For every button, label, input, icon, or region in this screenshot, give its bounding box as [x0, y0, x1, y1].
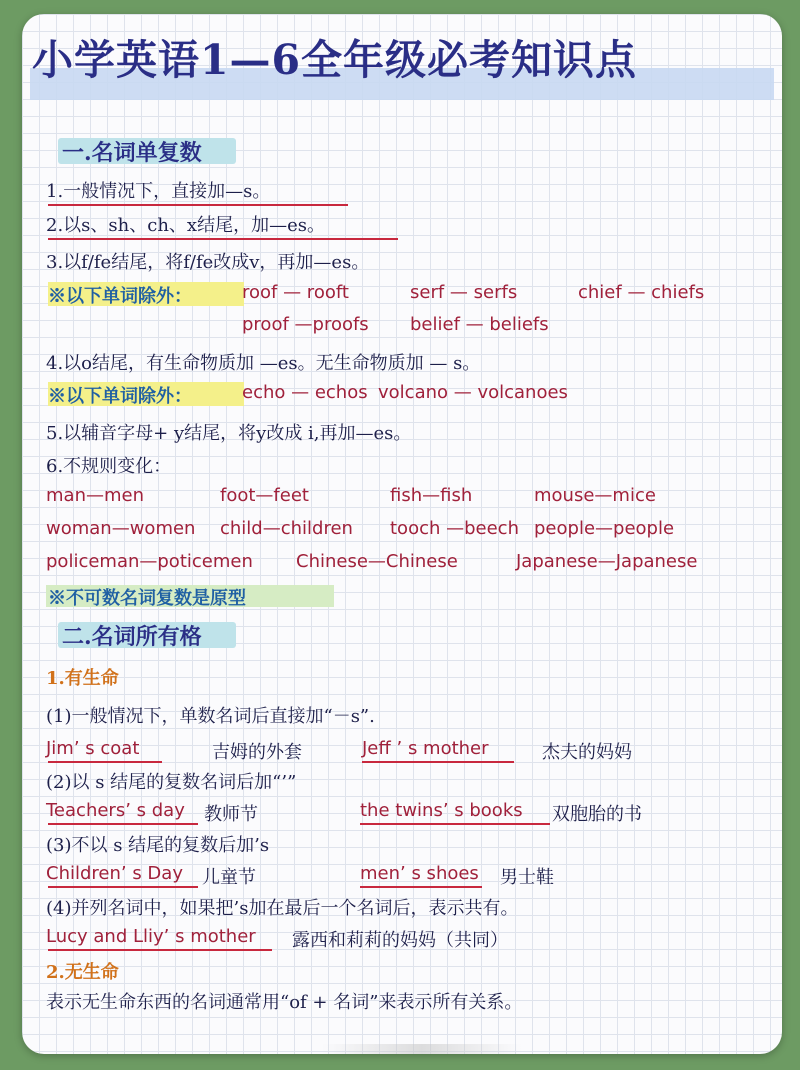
example-zh: 男士鞋 [500, 867, 554, 888]
example-underline [48, 886, 198, 888]
except1-word: roof — rooft [242, 282, 349, 303]
possessive-rule-1: (1)一般情况下，单数名词后直接加“－s”. [46, 706, 375, 727]
irregular-word: child—children [220, 518, 353, 539]
rule-2: 2.以s、sh、ch、x结尾，加—es。 [46, 215, 325, 236]
irregular-word: Japanese—Japanese [516, 551, 698, 572]
rule-2-underline [48, 238, 398, 240]
example-zh: 双胞胎的书 [552, 804, 642, 825]
watermark [322, 1044, 522, 1054]
sub-heading-animate: 1.有生命 [46, 668, 119, 689]
example-zh: 教师节 [204, 804, 258, 825]
possessive-rule-5: 表示无生命东西的名词通常用“of + 名词”来表示所有关系。 [46, 992, 523, 1013]
possessive-rule-3: (3)不以 s 结尾的复数后加’s [46, 835, 270, 856]
rule-1: 1.一般情况下，直接加—s。 [46, 181, 271, 202]
example-underline [48, 761, 162, 763]
section2-heading: 二.名词所有格 [62, 624, 202, 650]
except1-label: ※以下单词除外： [48, 286, 192, 307]
rule-5: 5.以辅音字母+ y结尾，将y改成 i,再加—es。 [46, 423, 412, 444]
possessive-rule-2: (2)以 s 结尾的复数名词后加“’” [46, 772, 297, 793]
irregular-word: people—people [534, 518, 675, 539]
irregular-word: fish—fish [390, 485, 473, 506]
notebook-page [22, 14, 782, 1054]
irregular-word: tooch —beech [390, 518, 519, 539]
except1-word: chief — chiefs [578, 282, 705, 303]
section1-heading: 一.名词单复数 [62, 140, 202, 166]
except1-word: belief — beliefs [410, 314, 549, 335]
possessive-rule-4: (4)并列名词中，如果把’s加在最后一个名词后，表示共有。 [46, 898, 519, 919]
irregular-word: mouse—mice [534, 485, 656, 506]
rule-6: 6.不规则变化： [46, 456, 172, 477]
except2-word: echo — echos [242, 382, 368, 403]
example-underline [360, 823, 550, 825]
example-en: Jim’ s coat [46, 738, 140, 759]
uncountable-note: ※不可数名词复数是原型 [48, 588, 246, 609]
irregular-word: foot—feet [220, 485, 309, 506]
example-en: Teachers’ s day [46, 800, 185, 821]
example-zh: 儿童节 [202, 867, 256, 888]
except2-word: volcano — volcanoes [378, 382, 568, 403]
example-en: Jeff ’ s mother [362, 738, 489, 759]
example-en: men’ s shoes [360, 863, 479, 884]
except2-label: ※以下单词除外： [48, 386, 192, 407]
irregular-word: Chinese—Chinese [296, 551, 458, 572]
example-zh: 吉姆的外套 [212, 742, 302, 763]
example-en: Lucy and Lliy’ s mother [46, 926, 256, 947]
except1-word: proof —proofs [242, 314, 369, 335]
irregular-word: woman—women [46, 518, 196, 539]
example-underline [48, 823, 198, 825]
example-en: the twins’ s books [360, 800, 523, 821]
rule-4: 4.以o结尾，有生命物质加 —es。无生命物质加 — s。 [46, 353, 481, 374]
example-zh: 露西和莉莉的妈妈（共同） [292, 930, 508, 951]
example-underline [360, 886, 482, 888]
example-underline [48, 949, 272, 951]
irregular-word: man—men [46, 485, 144, 506]
rule-1-underline [48, 204, 348, 206]
example-zh: 杰夫的妈妈 [542, 742, 632, 763]
example-en: Children’ s Day [46, 863, 183, 884]
irregular-word: policeman—poticemen [46, 551, 253, 572]
rule-3: 3.以f/fe结尾，将f/fe改成v，再加—es。 [46, 252, 370, 273]
sub-heading-inanimate: 2.无生命 [46, 962, 119, 983]
example-underline [362, 761, 514, 763]
page-title: 小学英语1—6全年级必考知识点 [32, 36, 638, 84]
except1-word: serf — serfs [410, 282, 518, 303]
